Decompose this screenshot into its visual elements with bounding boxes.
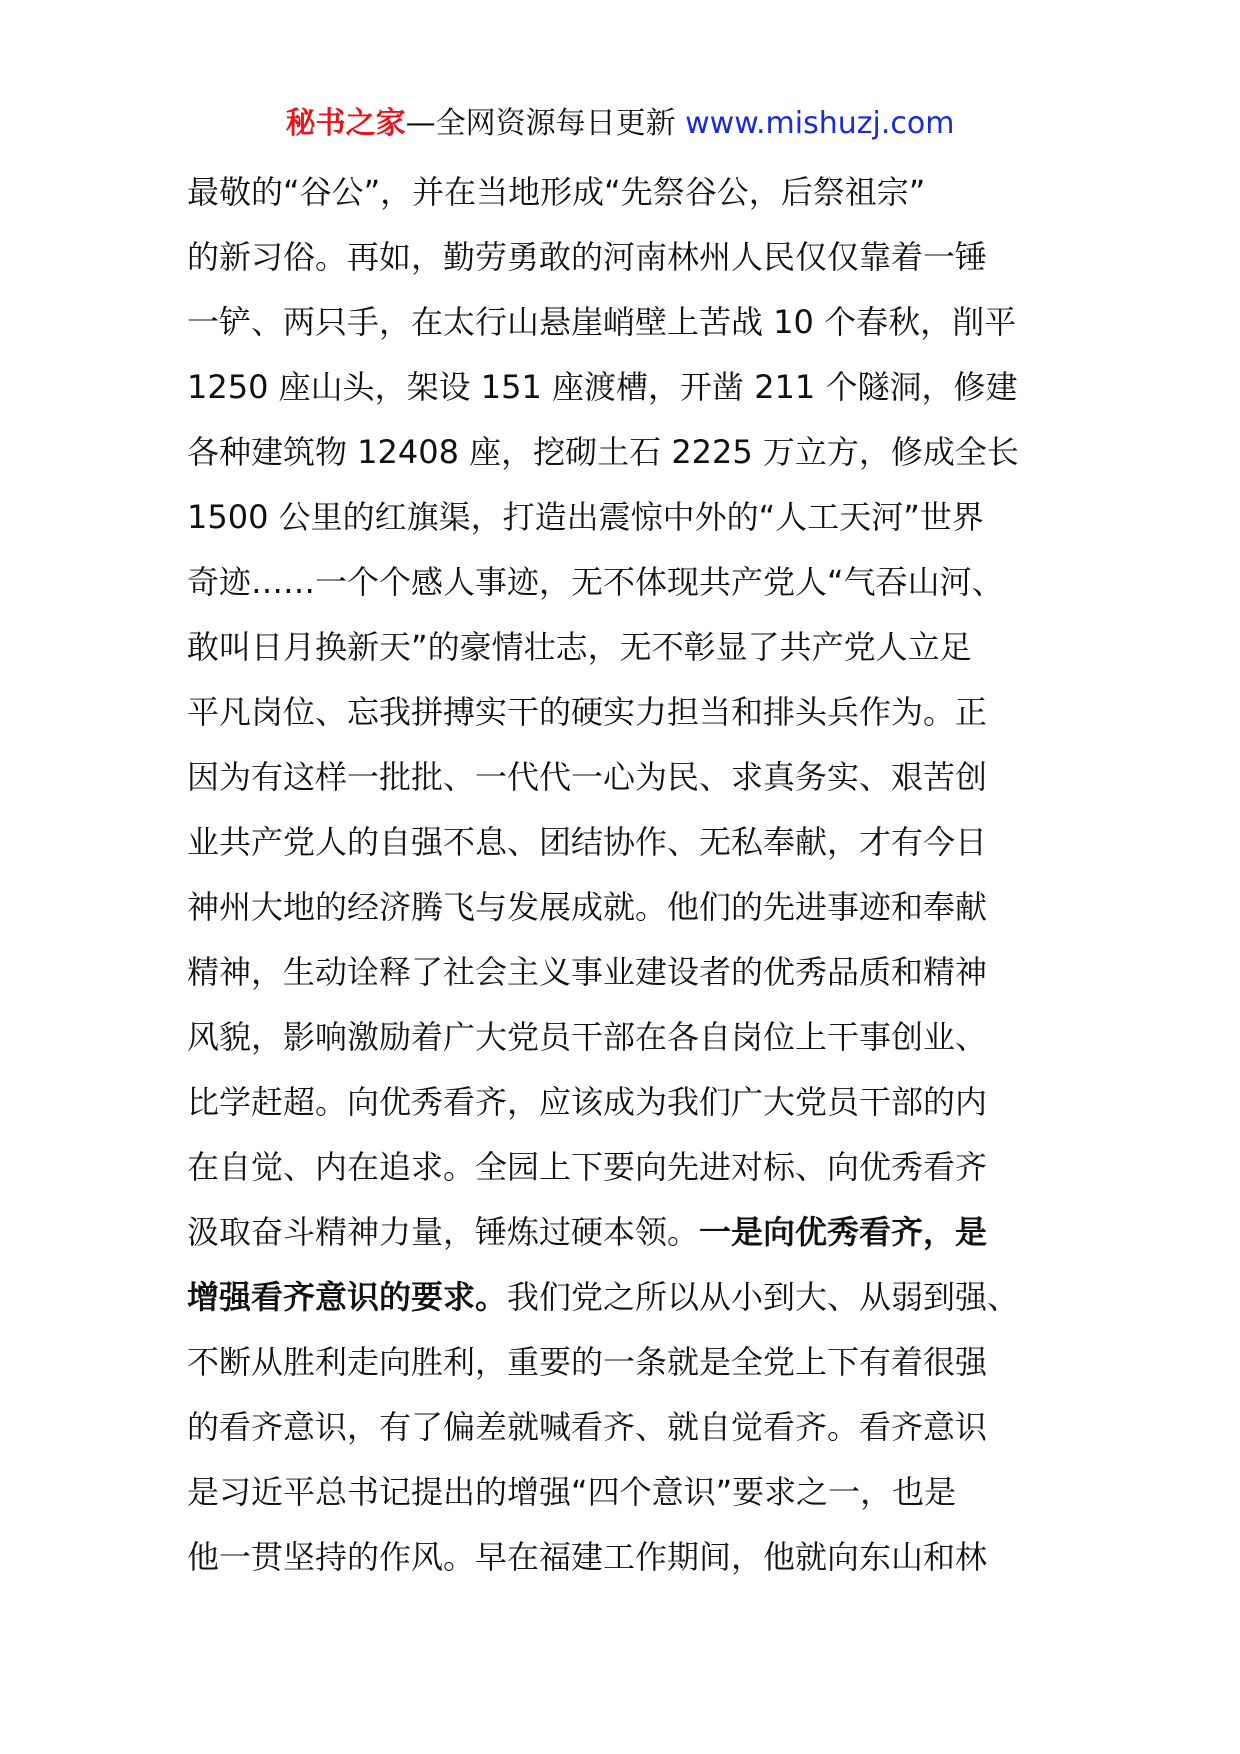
text-line: 风貌，影响激励着广大党员干部在各自岗位上干事创业、 — [187, 1018, 988, 1056]
text-line: 一铲、两只手，在太行山悬崖峭壁上苦战 10 个春秋，削平 — [187, 303, 1017, 341]
text-line: 的新习俗。再如，勤劳勇敢的河南林州人民仅仅靠着一锤 — [187, 238, 988, 276]
text-line: 精神，生动诠释了社会主义事业建设者的优秀品质和精神 — [187, 953, 988, 991]
text-line: 因为有这样一批批、一代代一心为民、求真务实、艰苦创 — [187, 758, 988, 796]
text-line-mixed — [187, 1200, 1067, 1265]
text-line: 比学赶超。向优秀看齐，应该成为我们广大党员干部的内 — [187, 1083, 988, 1121]
site-header — [0, 102, 1240, 146]
text-line: 奇迹……一个个感人事迹，无不体现共产党人“气吞山河、 — [187, 563, 1004, 601]
text-line: 敢叫日月换新天”的豪情壮志，无不彰显了共产党人立足 — [187, 628, 972, 666]
site-url-link[interactable]: www.mishuzj.com — [685, 106, 955, 141]
text-bold-heading: 增强看齐意识的要求。 — [187, 1278, 508, 1316]
text-line: 的看齐意识，有了偏差就喊看齐、就自觉看齐。看齐意识 — [187, 1408, 988, 1446]
text-line: 在自觉、内在追求。全园上下要向先进对标、向优秀看齐 — [187, 1148, 988, 1186]
text-line: 1250 座山头，架设 151 座渡槽，开凿 211 个隧洞，修建 — [187, 368, 1018, 406]
text-line: 平凡岗位、忘我拼搏实干的硬实力担当和排头兵作为。正 — [187, 693, 988, 731]
text-line-mixed — [187, 1265, 1067, 1330]
text-line: 不断从胜利走向胜利，重要的一条就是全党上下有着很强 — [187, 1343, 988, 1381]
text-bold-heading: 一是向优秀看齐，是 — [699, 1213, 988, 1251]
text-line: 他一贯坚持的作风。早在福建工作期间，他就向东山和林 — [187, 1538, 988, 1576]
text-line: 业共产党人的自强不息、团结协作、无私奉献，才有今日 — [187, 823, 988, 861]
text-line: 是习近平总书记提出的增强“四个意识”要求之一，也是 — [187, 1473, 957, 1511]
text-line: 1500 公里的红旗渠，打造出震惊中外的“人工天河”世界 — [187, 498, 984, 536]
text-line: 神州大地的经济腾飞与发展成就。他们的先进事迹和奉献 — [187, 888, 988, 926]
document-body — [187, 160, 1067, 1590]
text-plain: 汲取奋斗精神力量，锤炼过硬本领。 — [187, 1213, 700, 1251]
text-line: 最敬的“谷公”，并在当地形成“先祭谷公，后祭祖宗” — [187, 173, 926, 211]
brand-name: 秘书之家 — [285, 106, 406, 141]
text-plain: 我们党之所以从小到大、从弱到强、 — [507, 1278, 1020, 1316]
header-tagline: —全网资源每日更新 — [405, 106, 686, 141]
text-line: 各种建筑物 12408 座，挖砌土石 2225 万立方，修成全长 — [187, 433, 1019, 471]
